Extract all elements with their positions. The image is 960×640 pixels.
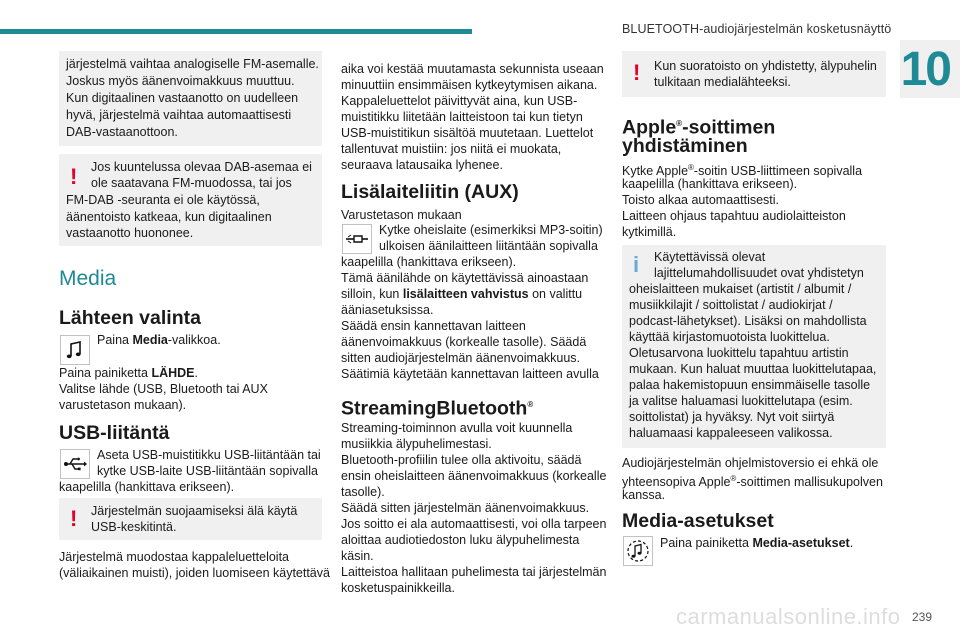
apple-line: Toisto alkaa automaattisesti. — [622, 193, 780, 207]
usb-icon — [60, 449, 90, 479]
heading-apple-connect-2: yhdistäminen — [622, 135, 748, 157]
music-note-icon — [60, 335, 90, 365]
compat-line: kanssa. — [622, 488, 666, 502]
heading-aux: Lisälaiteliitin (AUX) — [341, 181, 519, 203]
info-line: palaa hakemistopuun ensimmäiselle tasolle — [629, 378, 871, 392]
stream-line: ensin oheislaitteen äänenvoimakkuus (korkealle — [341, 469, 607, 483]
note-line: DAB-vastaanottoon. — [66, 125, 178, 139]
playlist-text: Kappaleluettelot päivittyvät aina, kun USB- — [341, 94, 578, 108]
aux-line: sitten audiojärjestelmän äänenvoimakkuus. — [341, 351, 581, 365]
section-heading-media: Media — [59, 267, 117, 290]
note-line: hyvä, järjestelmä vaihtaa automaattisesti — [66, 108, 292, 122]
compat-line: yhteensopiva Apple®-soittimen mallisukupolven — [622, 474, 883, 490]
stream-line: Laitteistoa hallitaan puhelimesta tai järjestelmän — [341, 565, 607, 579]
settings-instruction: Paina painiketta Media-asetukset. — [660, 536, 854, 550]
info-line: mukaan. Kun haluat muuttaa luokittelutapaa, — [629, 362, 877, 376]
aux-line: äänenvoimakkuus (korkealle tasolle). Säädä — [341, 335, 587, 349]
compat-line: Audiojärjestelmän ohjelmistoversio ei ehkä ole — [622, 456, 879, 470]
heading-media-settings: Media-asetukset — [622, 510, 774, 532]
continued-note-box — [59, 51, 322, 146]
playlist-text: (väliaikainen muisti), joiden luomiseen käytettävä — [59, 566, 330, 580]
apple-line: Kytke Apple®-soitin USB-liittimeen sopivalla — [622, 163, 863, 179]
playlist-text: seuraava latausaika lyhenee. — [341, 158, 503, 172]
stream-line: aloittaa audiotiedoston luku älypuhelimesta — [341, 533, 580, 547]
media-settings-icon — [623, 536, 653, 566]
chapter-number: 10 — [900, 43, 950, 96]
warning-line: vastaanotto huononee. — [66, 226, 194, 240]
usb-line: kaapelilla (hankittava erikseen). — [59, 480, 235, 494]
warning-line: tulkitaan medialähteeksi. — [654, 75, 791, 89]
stream-line: Säädä sitten järjestelmän äänenvoimakkuus. — [341, 501, 590, 515]
info-line: ja valitse haluamasi luokittelutapa (esim. — [629, 394, 853, 408]
watermark: carmanualsonline.info — [676, 604, 901, 629]
info-line: soittolistat) ja hyväksy. Nyt voit siirtyä — [629, 410, 835, 424]
source-instruction-1: Paina Media-valikkoa. — [97, 333, 221, 347]
warning-exclamation-icon: ! — [70, 506, 78, 531]
aux-jack-icon — [342, 224, 372, 254]
info-line: lajittelumahdollisuudet ovat yhdistetyn — [654, 266, 864, 280]
info-line: musiikkilajit / soittolistat / audiokirjat / — [629, 298, 833, 312]
warning-line: FM-DAB -seuranta ei ole käytössä, — [66, 193, 260, 207]
stream-line: musiikkia älypuhelimestasi. — [341, 437, 492, 451]
stream-line: tasolle). — [341, 485, 385, 499]
warning-box-streaming — [622, 51, 886, 97]
warning-exclamation-icon: ! — [633, 60, 641, 85]
source-instruction-2: Paina painiketta LÄHDE. — [59, 366, 198, 380]
aux-line: kaapelilla (hankittava erikseen). — [341, 255, 517, 269]
aux-line: ääniasetuksissa. — [341, 303, 434, 317]
info-line: käyttää kirjastomuotoista luokittelua. — [629, 330, 830, 344]
info-line: podcast-lähetykset). Lisäksi on mahdollista — [629, 314, 867, 328]
usb-line: Aseta USB-muistitikku USB-liitäntään tai — [97, 448, 321, 462]
page-number: 239 — [912, 610, 933, 624]
warning-line: ole saatavana FM-muodossa, tai jos — [91, 176, 292, 190]
playlist-text: Järjestelmä muodostaa kappaleluetteloita — [59, 550, 289, 564]
note-line: järjestelmä vaihtaa analogiselle FM-asemalle. — [66, 57, 319, 71]
aux-line: Tämä äänilähde on käytettävissä ainoastaan — [341, 271, 589, 285]
aux-line: silloin, kun lisälaitteen vahvistus on valittu — [341, 287, 583, 301]
aux-line: Kytke oheislaite (esimerkiksi MP3-soitin) — [379, 223, 603, 237]
apple-line: kytkimillä. — [622, 225, 677, 239]
note-line: Kun digitaalinen vastaanotto on uudelleen — [66, 91, 299, 105]
stream-line: Streaming-toiminnon avulla voit kuunnella — [341, 421, 573, 435]
header-accent-bar — [0, 29, 472, 34]
stream-line: kosketuspainikkeilla. — [341, 581, 455, 595]
heading-usb: USB-liitäntä — [59, 422, 170, 444]
stream-line: käsin. — [341, 549, 374, 563]
stream-line: Bluetooth-profiilin tulee olla aktivoitu, säädä — [341, 453, 582, 467]
info-line: Oletusarvona luokittelu tapahtuu artistin — [629, 346, 849, 360]
aux-line: Varustetason mukaan — [341, 208, 462, 222]
heading-source-selection: Lähteen valinta — [59, 307, 201, 329]
warning-line: Kun suoratoisto on yhdistetty, älypuhelin — [654, 59, 877, 73]
playlist-text: minuuttiin ensimmäisen kytkeytymisen aikana. — [341, 78, 598, 92]
heading-streaming-bluetooth: StreamingBluetooth® — [341, 397, 534, 420]
warning-line: äänentoisto katkeaa, kun digitaalinen — [66, 210, 272, 224]
playlist-text: USB-muistitikun sisältöä muutetaan. Luettelot — [341, 126, 594, 140]
playlist-text: aika voi kestää muutamasta sekunnista useaan — [341, 62, 604, 76]
warning-box-dab — [59, 154, 322, 246]
source-instruction-3: Valitse lähde (USB, Bluetooth tai AUX — [59, 382, 268, 396]
warning-box-usb-hub — [59, 498, 322, 540]
apple-line: Laitteen ohjaus tapahtuu audiolaitteiston — [622, 209, 846, 223]
info-icon: i — [633, 252, 640, 277]
heading-apple-connect: Apple®-soittimen — [622, 116, 776, 139]
note-line: Joskus myös äänenvoimakkuus muuttuu. — [66, 74, 295, 88]
aux-line: Säätimiä käytetään kannettavan laitteen avulla — [341, 367, 599, 381]
warning-line: Jos kuuntelussa olevaa DAB-asemaa ei — [91, 160, 312, 174]
warning-exclamation-icon: ! — [70, 164, 78, 189]
info-line: oheislaitteen mukaiset (artistit / albumit / — [629, 282, 852, 296]
warning-line: USB-keskitintä. — [91, 520, 177, 534]
info-box-sorting — [622, 245, 886, 448]
source-instruction-4: varustetason mukaan). — [59, 398, 187, 412]
info-line: haluamaasi kappaleeseen valikossa. — [629, 426, 833, 440]
stream-line: Jos soitto ei ala automaattisesti, voi olla tarpeen — [341, 517, 607, 531]
page-header-title: BLUETOOTH-audiojärjestelmän kosketusnäyttö — [622, 22, 892, 36]
aux-line: ulkoisen äänilaitteen liitäntään sopivalla — [379, 239, 598, 253]
info-line: Käytettävissä olevat — [654, 250, 766, 264]
playlist-text: muistitikku liitetään laitteistoon tai kun tietyn — [341, 110, 583, 124]
warning-line: Järjestelmän suojaamiseksi älä käytä — [91, 504, 298, 518]
playlist-text: tallentuvat muistiin: jos niitä ei muokata, — [341, 142, 562, 156]
aux-line: Säädä ensin kannettavan laitteen — [341, 319, 526, 333]
usb-line: kytke USB-laite USB-liitäntään sopivalla — [97, 464, 318, 478]
apple-line: kaapelilla (hankittava erikseen). — [622, 177, 798, 191]
